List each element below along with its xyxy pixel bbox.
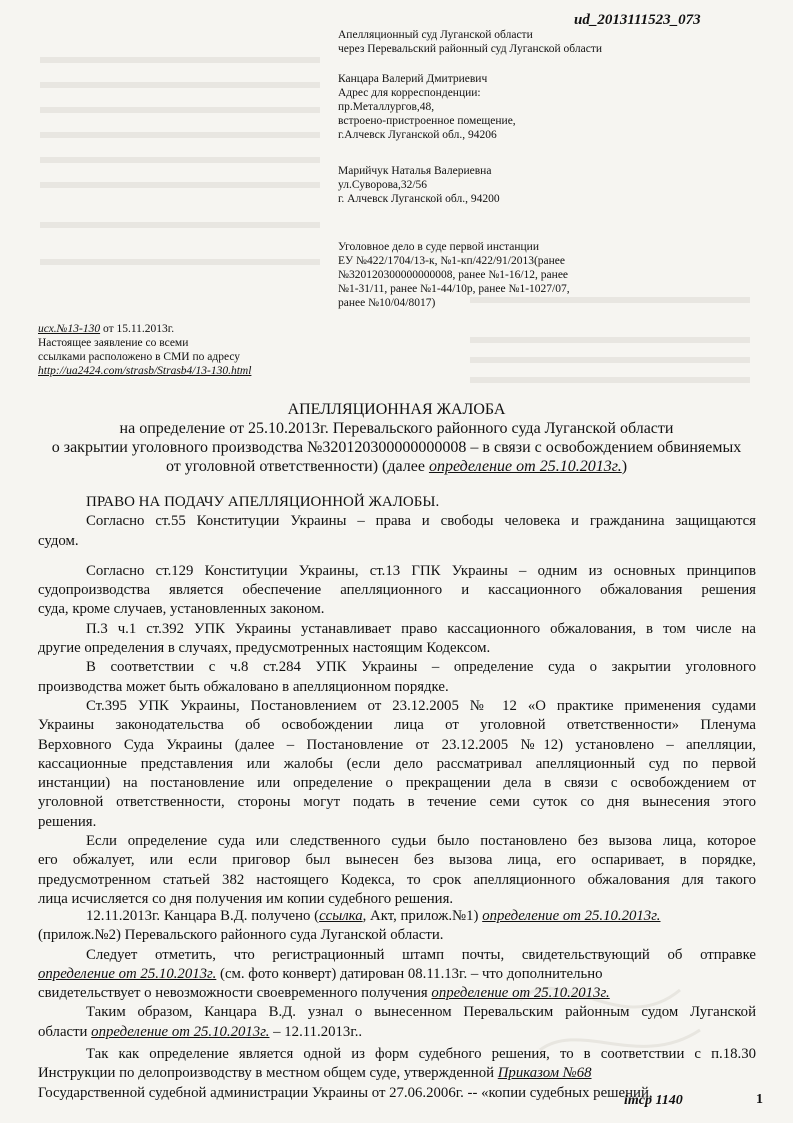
outgoing-reference-block: [38, 322, 251, 378]
paragraph-line: П.3 ч.1 ст.392 УПК Украины устанавливает право кассационного обжалования, в том числе на: [86, 620, 756, 637]
paragraph-line: Украины законодательства об освобождении лица от уголовной ответственности» Пленума: [38, 717, 756, 734]
paragraph-line: [38, 1064, 756, 1083]
ruling-link[interactable]: определение от 25.10.2013г.: [91, 1023, 270, 1040]
paragraph-line: суда, кроме случаев, установленных законом.: [38, 601, 325, 618]
paragraph-line: Таким образом, Канцара В.Д. узнал о вынесенном Перевальским районным судом Луганской: [86, 1004, 756, 1021]
paragraph-line: Согласно ст.55 Конституции Украины – права и свободы человека и гражданина защищаются: [86, 513, 756, 530]
case-line: ранее №10/04/8017): [338, 297, 436, 309]
paragraph-line: другие определения в случаях, предусмотренных настоящим Кодексом.: [38, 640, 491, 657]
second-party-line: г. Алчевск Луганской обл., 94200: [338, 193, 500, 205]
appellant-line: Адрес для корреспонденции:: [338, 87, 481, 99]
paragraph-line: [38, 1023, 756, 1042]
reference-link[interactable]: ссылка: [319, 908, 363, 924]
outgoing-note: ссылками расположено в СМИ по адресу: [38, 351, 241, 363]
paragraph-line: лица исчисляется со дня получения им копии судебного решения.: [38, 890, 454, 907]
paragraph-line: решения.: [38, 813, 97, 830]
text-run: свидетельствует о невозможности своевременного получения: [38, 985, 432, 1002]
case-number-block: [338, 240, 570, 310]
paragraph-line: В соответствии с ч.8 ст.284 УПК Украины – определение суда о закрытии уголовного: [86, 659, 756, 676]
paragraph-line: Верховного Суда Украины (далее – Постановление от 23.12.2005 №12) установлено – апелляции,: [38, 736, 756, 753]
text-run: – 12.11.2013г..: [269, 1023, 363, 1040]
court-address-block: [338, 28, 602, 56]
document-title-block: [0, 400, 793, 476]
court-line: Апелляционный суд Луганской области: [338, 29, 533, 41]
appellant-line: Канцара Валерий Дмитриевич: [338, 73, 488, 85]
paragraph-line: [38, 907, 756, 926]
paragraph-line: уголовной ответственности, стороны могут подать в течение семи суток со дня вынесения этого: [38, 794, 756, 811]
outgoing-url-link[interactable]: http://ua2424.com/strasb/Strasb4/13-130.html: [38, 365, 252, 377]
title-line: о закрытии уголовного производства №320120300000000008 – в связи с освобождением обвиняемых: [51, 439, 742, 456]
title-line: от уголовной ответственности) (далее: [165, 458, 429, 475]
text-run: , Акт, прилож.№1): [362, 908, 483, 924]
second-party-block: [338, 164, 500, 206]
paragraph-line: его обжалует, или если приговор был вынесен без вызова лица, его оспаривает, в порядке,: [38, 852, 756, 869]
title-line-end: ): [621, 458, 628, 475]
appellant-line: встроено-пристроенное помещение,: [338, 115, 516, 127]
paragraph-line: судопроизводства является обеспечение апелляционного и кассационного обжалования решения: [38, 582, 756, 599]
outgoing-ref-date: от 15.11.2013г.: [100, 323, 175, 335]
document-body: [38, 493, 756, 909]
handwritten-stamp: imcp 1140: [624, 1093, 683, 1108]
case-line: №1-31/11, ранее №1-44/10р, ранее №1-1027/07,: [338, 283, 570, 295]
paragraph-line: Согласно ст.129 Конституции Украины, ст.13 ГПК Украины – одним из основных принципов: [86, 562, 756, 579]
text-run: (см. фото конверт) датирован 08.11.13г. – что дополнительно: [216, 965, 603, 982]
paragraph-line: производства может быть обжаловано в апелляционном порядке.: [38, 678, 449, 695]
case-line: ЕУ №422/1704/13-к, №1-кп/422/91/2013(ранее: [338, 255, 565, 267]
case-line: №320120300000000008, ранее №1-16/12, ранее: [338, 269, 569, 281]
ruling-link[interactable]: определение от 25.10.2013г.: [482, 908, 661, 924]
text-run: области: [38, 1023, 92, 1040]
paragraph-line: Так как определение является одной из форм судебного решения, то в соответствии с п.18.30: [86, 1046, 756, 1063]
text-run: 12.11.2013г. Канцара В.Д. получено (: [86, 908, 320, 924]
second-party-line: ул.Суворова,32/56: [338, 179, 428, 191]
appellant-line: пр.Металлургов,48,: [338, 101, 435, 113]
outgoing-ref-number: исх.№13-130: [38, 323, 101, 335]
court-line: через Перевальский районный суд Луганской области: [338, 43, 603, 55]
order-link[interactable]: Приказом №68: [497, 1065, 592, 1082]
paragraph-line: кассационные представления или жалобы (если дело рассматривал апелляционный суд по первой: [38, 755, 756, 772]
document-id: ud_2013111523_073: [574, 12, 701, 28]
text-run: Инструкции по делопроизводству в местном общем суде, утвержденной: [38, 1065, 498, 1082]
document-heading: АПЕЛЛЯЦИОННАЯ ЖАЛОБА: [287, 401, 506, 418]
paragraph-line: инстанции) на постановление или определение о прекращении дела в связи с освобождением от: [38, 775, 756, 792]
paragraph-line: судом.: [38, 532, 79, 549]
paragraph-line: Ст.395 УПК Украины, Постановлением от 23.12.2005 № 12 «О практике применения судами: [86, 697, 756, 714]
paragraph-line: (прилож.№2) Перевальского районного суда Луганской области.: [38, 927, 444, 944]
ruling-link[interactable]: определение от 25.10.2013г.: [38, 965, 217, 982]
paragraph-line: предусмотренном статьей 382 настоящего Кодекса, то срок апелляционного обжалования для такого: [38, 871, 756, 888]
case-line: Уголовное дело в суде первой инстанции: [338, 241, 539, 253]
paragraph-line: Следует отметить, что регистрационный штамп почты, свидетельствующий об отправке: [86, 946, 756, 963]
appellant-line: г.Алчевск Луганской обл., 94206: [338, 129, 497, 141]
outgoing-note: Настоящее заявление со всеми: [38, 337, 189, 349]
paragraph-line: [38, 965, 756, 984]
ruling-link[interactable]: определение от 25.10.2013г.: [431, 985, 610, 1002]
title-line: на определение от 25.10.2013г. Перевальского районного суда Луганской области: [119, 420, 674, 437]
ruling-link[interactable]: определение от 25.10.2013г.: [428, 458, 622, 475]
paragraph-line: [38, 984, 756, 1003]
paragraph-line: Государственной судебной администрации Украины от 27.06.2006г. -- «копии судебных решений,: [38, 1084, 653, 1101]
paragraph-line: Если определение суда или следственного судьи было постановлено без вызова лица, которое: [86, 833, 756, 850]
second-party-line: Марийчук Наталья Валериевна: [338, 165, 492, 177]
document-body-continued: [38, 907, 756, 1103]
appellant-block: [338, 72, 516, 142]
page-number: 1: [756, 1092, 763, 1107]
section-heading: ПРАВО НА ПОДАЧУ АПЕЛЛЯЦИОННОЙ ЖАЛОБЫ.: [86, 494, 440, 510]
